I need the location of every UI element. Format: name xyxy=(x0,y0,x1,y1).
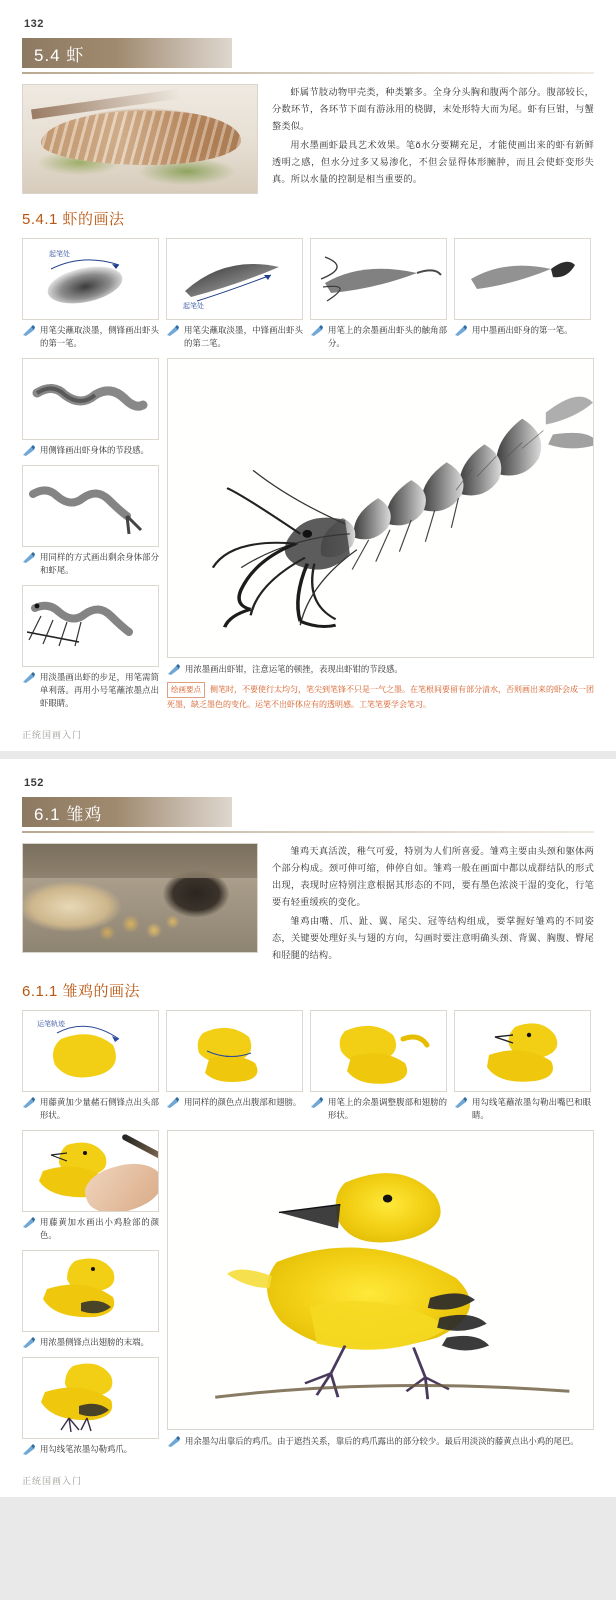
step-illustration xyxy=(454,1010,591,1092)
step-illustration xyxy=(22,1010,159,1092)
step-caption: 用笔上的余墨画出虾头的触角部分。 xyxy=(328,325,447,349)
section-rule xyxy=(22,831,594,833)
step-cell xyxy=(22,1357,159,1456)
step-cell xyxy=(22,1250,159,1349)
step-caption: 用笔上的余墨调整腹部和翅膀的形状。 xyxy=(328,1097,447,1121)
brush-icon xyxy=(22,552,36,564)
shrimp-photo xyxy=(22,84,258,194)
brush-icon xyxy=(22,1097,36,1109)
step-illustration xyxy=(22,1250,159,1332)
step-caption-row xyxy=(454,324,591,337)
brush-icon xyxy=(166,1097,180,1109)
intro-paragraph: 虾属节肢动物甲壳类，种类繁多。全身分头胸和腹两个部分。腹部较长，分数环节，各环节下面有游泳用的桡脚，末处形特大而为尾。虾有巨钳，与蟹螯类似。 xyxy=(272,87,594,132)
page-number: 132 xyxy=(24,18,44,30)
tip-label: 绘画要点 xyxy=(167,682,205,698)
step-cell xyxy=(22,238,159,350)
step-cell xyxy=(166,1010,303,1122)
step-caption-row xyxy=(22,1216,159,1242)
step-cell xyxy=(310,238,447,350)
step-caption-row xyxy=(22,1443,159,1456)
step-illustration xyxy=(310,238,447,320)
step-cell xyxy=(22,585,159,710)
brush-icon xyxy=(167,664,181,676)
step-illustration xyxy=(166,1010,303,1092)
brush-icon xyxy=(22,325,36,337)
step-illustration xyxy=(22,1130,159,1212)
step-caption-row xyxy=(310,1096,447,1122)
step-caption: 用同样的方式画出剩余身体部分和虾尾。 xyxy=(40,552,159,576)
step-illustration xyxy=(166,238,303,320)
step-caption: 用藤黄加少量赭石侧锋点出头部形状。 xyxy=(40,1097,159,1121)
step-illustration xyxy=(22,238,159,320)
step-cell xyxy=(454,238,591,350)
lower-block xyxy=(22,1130,594,1464)
step-caption: 用藤黄加水画出小鸡脸部的颜色。 xyxy=(40,1217,159,1241)
subsection-title: 6.1.1 雏鸡的画法 xyxy=(22,983,141,1001)
brush-icon xyxy=(22,1337,36,1349)
step-caption: 用勾线笔蘸浓墨勾勒出嘴巴和眼睛。 xyxy=(472,1097,591,1121)
step-illustration xyxy=(22,585,159,667)
intro-block xyxy=(22,843,594,966)
intro-text xyxy=(272,84,594,190)
step-caption: 用同样的颜色点出腹部和翅膀。 xyxy=(184,1097,302,1108)
step-caption-row xyxy=(22,551,159,577)
step-illustration xyxy=(22,358,159,440)
intro-block xyxy=(22,84,594,194)
intro-paragraph: 雏鸡天真活泼，稚气可爱，特别为人们所喜爱。雏鸡主要由头颈和躯体两个部分构成。颈可伸可缩，伸停自如。雏鸡一般在画面中都以成群结队的形式出现，表现时应特别注意根据其形态的不同，要有墨色浓淡干湿的变化，行笔要有轻重缓疾的变化。 xyxy=(272,846,594,908)
step-cell xyxy=(22,1010,159,1122)
step-caption-row xyxy=(454,1096,591,1122)
section-title: 5.4 虾 xyxy=(34,45,85,65)
step-cell xyxy=(166,238,303,350)
brush-icon xyxy=(22,672,36,684)
final-caption-row xyxy=(167,1435,594,1448)
section-title: 6.1 雏鸡 xyxy=(34,804,103,824)
section-title-bar xyxy=(22,797,232,827)
brush-icon xyxy=(167,1436,181,1448)
page-footer: 正统国画入门 xyxy=(22,730,83,741)
step-row-top xyxy=(22,238,594,350)
tip-box xyxy=(167,682,594,712)
annotation-label: 起笔处 xyxy=(49,250,70,258)
step-caption: 用淡墨画出虾的步足，用笔需简单利落。再用小号笔蘸浓墨点出虾眼睛。 xyxy=(40,672,159,709)
intro-paragraph: 用水墨画虾最具艺术效果。笔õ水分要糊充足，才能使画出来的虾有新鲜透明之感，但水分过多又易渗化，不但会显得体形臃肿，而且会使虾变形失真。所以水量的控制是相当重要的。 xyxy=(272,140,594,185)
brush-icon xyxy=(166,325,180,337)
subsection-title: 5.4.1 虾的画法 xyxy=(22,211,125,228)
final-artwork-chick xyxy=(167,1130,594,1430)
step-column-left xyxy=(22,1130,159,1464)
step-caption: 用勾线笔浓墨勾勒鸡爪。 xyxy=(40,1444,133,1455)
section-rule xyxy=(22,72,594,74)
step-caption-row xyxy=(22,1096,159,1122)
step-column-left xyxy=(22,358,159,718)
step-caption-row xyxy=(22,671,159,710)
step-cell xyxy=(22,358,159,457)
step-cell xyxy=(310,1010,447,1122)
step-cell xyxy=(454,1010,591,1122)
step-caption-row xyxy=(22,444,159,457)
step-cell xyxy=(22,465,159,577)
step-caption-row xyxy=(166,1096,303,1109)
step-caption: 用中墨画出虾身的第一笔。 xyxy=(472,325,573,335)
step-illustration xyxy=(454,238,591,320)
step-caption: 用侧锋画出虾身体的节段感。 xyxy=(40,445,149,456)
brush-icon xyxy=(310,1097,324,1109)
intro-text xyxy=(272,843,594,966)
brush-icon xyxy=(310,325,324,337)
final-caption: 用余墨勾出靠后的鸡爪。由于遮挡关系，靠后的鸡爪露出的部分较少。最后用淡淡的藤黄点出小鸡的尾巴。 xyxy=(185,1436,579,1447)
annotation-label: 运笔轨迹 xyxy=(37,1020,65,1029)
step-caption-row xyxy=(310,324,447,350)
page-shrimp xyxy=(0,0,616,751)
section-title-bar xyxy=(22,38,232,68)
page-footer: 正统国画入门 xyxy=(22,1476,83,1487)
intro-paragraph: 雏鸡由嘴、爪、趾、翼、尾尖、冠等结构组成，要掌握好雏鸡的不同姿态，关键要处理好头与翅的方向，勾画时要注意明确头颈、背翼、胸腹、臀尾和胫腿的结构。 xyxy=(272,916,594,961)
step-row-top xyxy=(22,1010,594,1122)
step-caption-row xyxy=(22,1336,159,1349)
step-caption: 用笔尖蘸取淡墨，侧锋画出虾头的第一笔。 xyxy=(40,325,159,349)
final-caption: 用浓墨画出虾钳，注意运笔的顿挫，表现出虾钳的节段感。 xyxy=(185,664,403,675)
final-artwork-shrimp xyxy=(167,358,594,658)
brush-icon xyxy=(454,325,468,337)
lower-block xyxy=(22,358,594,718)
step-caption-row xyxy=(22,324,159,350)
page-number: 152 xyxy=(24,777,44,790)
chicks-photo xyxy=(22,843,258,953)
final-caption-row xyxy=(167,663,594,676)
tip-text: 侧笔时，不要使行太均匀，笔尖到笔锋不只是一气之墨。在笔根间要留有部分清水，否则画出来的虾会成一团死墨，缺乏墨色的变化。运笔不出虾体应有的透明感。工笔笔要学会笔习。 xyxy=(167,685,594,709)
brush-icon xyxy=(22,1444,36,1456)
step-caption: 用浓墨侧锋点出翅膀的末端。 xyxy=(40,1337,149,1348)
page-chick xyxy=(0,759,616,1497)
step-illustration xyxy=(22,465,159,547)
brush-icon xyxy=(454,1097,468,1109)
brush-icon xyxy=(22,445,36,457)
brush-icon xyxy=(22,1217,36,1229)
step-caption-row xyxy=(166,324,303,350)
step-caption: 用笔尖蘸取淡墨，中锋画出虾头的第二笔。 xyxy=(184,325,303,349)
step-illustration xyxy=(310,1010,447,1092)
step-illustration xyxy=(22,1357,159,1439)
annotation-label: 起笔处 xyxy=(183,302,204,310)
step-cell xyxy=(22,1130,159,1242)
